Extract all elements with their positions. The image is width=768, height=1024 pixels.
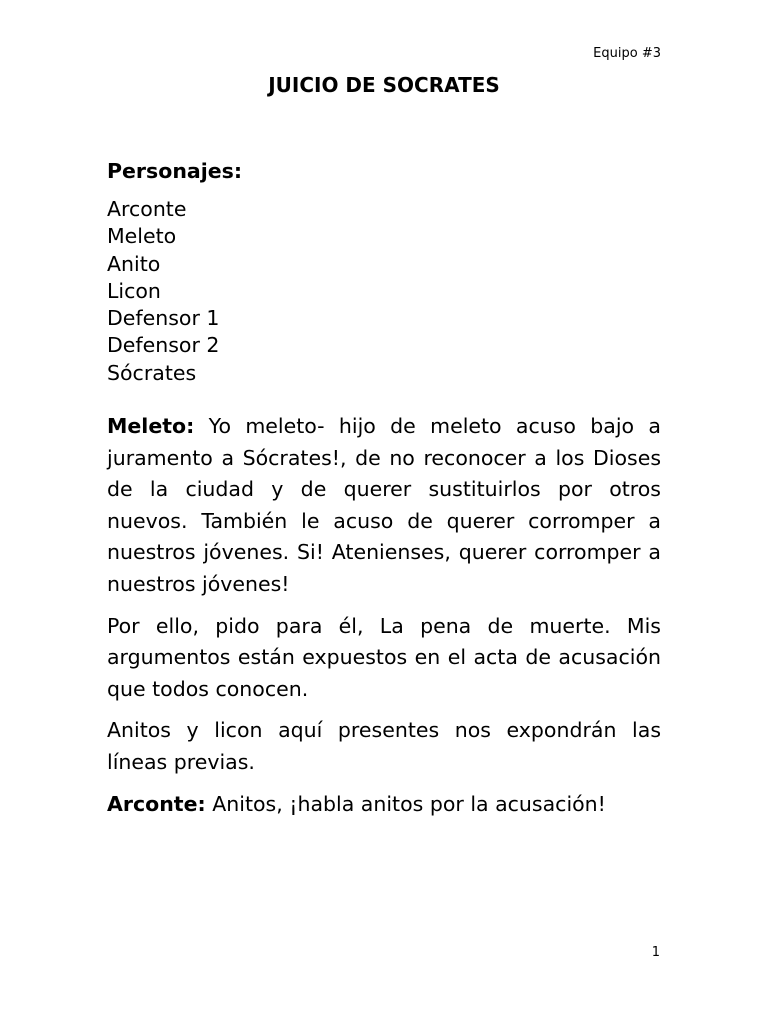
team-label: Equipo #3	[593, 46, 661, 61]
dialogue-text: Yo meleto- hijo de meleto acuso bajo a juramento a Sócrates!, de no reconocer a los Dioses de la ciudad y de querer sustituirlos por otros nuevos. También le acuso de querer corromper a nuestros jóvenes. Si! Atenienses, querer corromper a nuestros jóvenes!	[107, 414, 661, 597]
speaker-name: Meleto:	[107, 414, 195, 439]
character-item: Meleto	[107, 224, 177, 249]
dialogue-paragraph	[107, 611, 661, 706]
character-item: Licon	[107, 278, 161, 303]
dialogue-paragraph	[107, 789, 661, 821]
dialogue-paragraph	[107, 715, 661, 778]
dialogue-text: Por ello, pido para él, La pena de muerte. Mis argumentos están expuestos en el acta de acusación que todos conocen.	[107, 613, 661, 701]
character-item: Defensor 1	[107, 306, 220, 331]
speaker-name: Arconte:	[107, 791, 206, 816]
dialogue-paragraph	[107, 411, 661, 601]
character-item: Anito	[107, 251, 161, 276]
document-title: JUICIO DE SOCRATES	[268, 73, 500, 97]
character-item: Arconte	[107, 197, 187, 221]
character-item: Defensor 2	[107, 333, 220, 358]
characters-list	[107, 196, 661, 387]
page-number: 1	[651, 945, 660, 960]
dialogue-text: Anitos y licon aquí presentes nos expondrán las líneas previas.	[107, 718, 661, 775]
dialogue-text: Anitos, ¡habla anitos por la acusación!	[205, 791, 606, 816]
character-item: Sócrates	[107, 360, 197, 385]
document-body	[107, 156, 661, 830]
characters-heading: Personajes:	[107, 159, 243, 183]
